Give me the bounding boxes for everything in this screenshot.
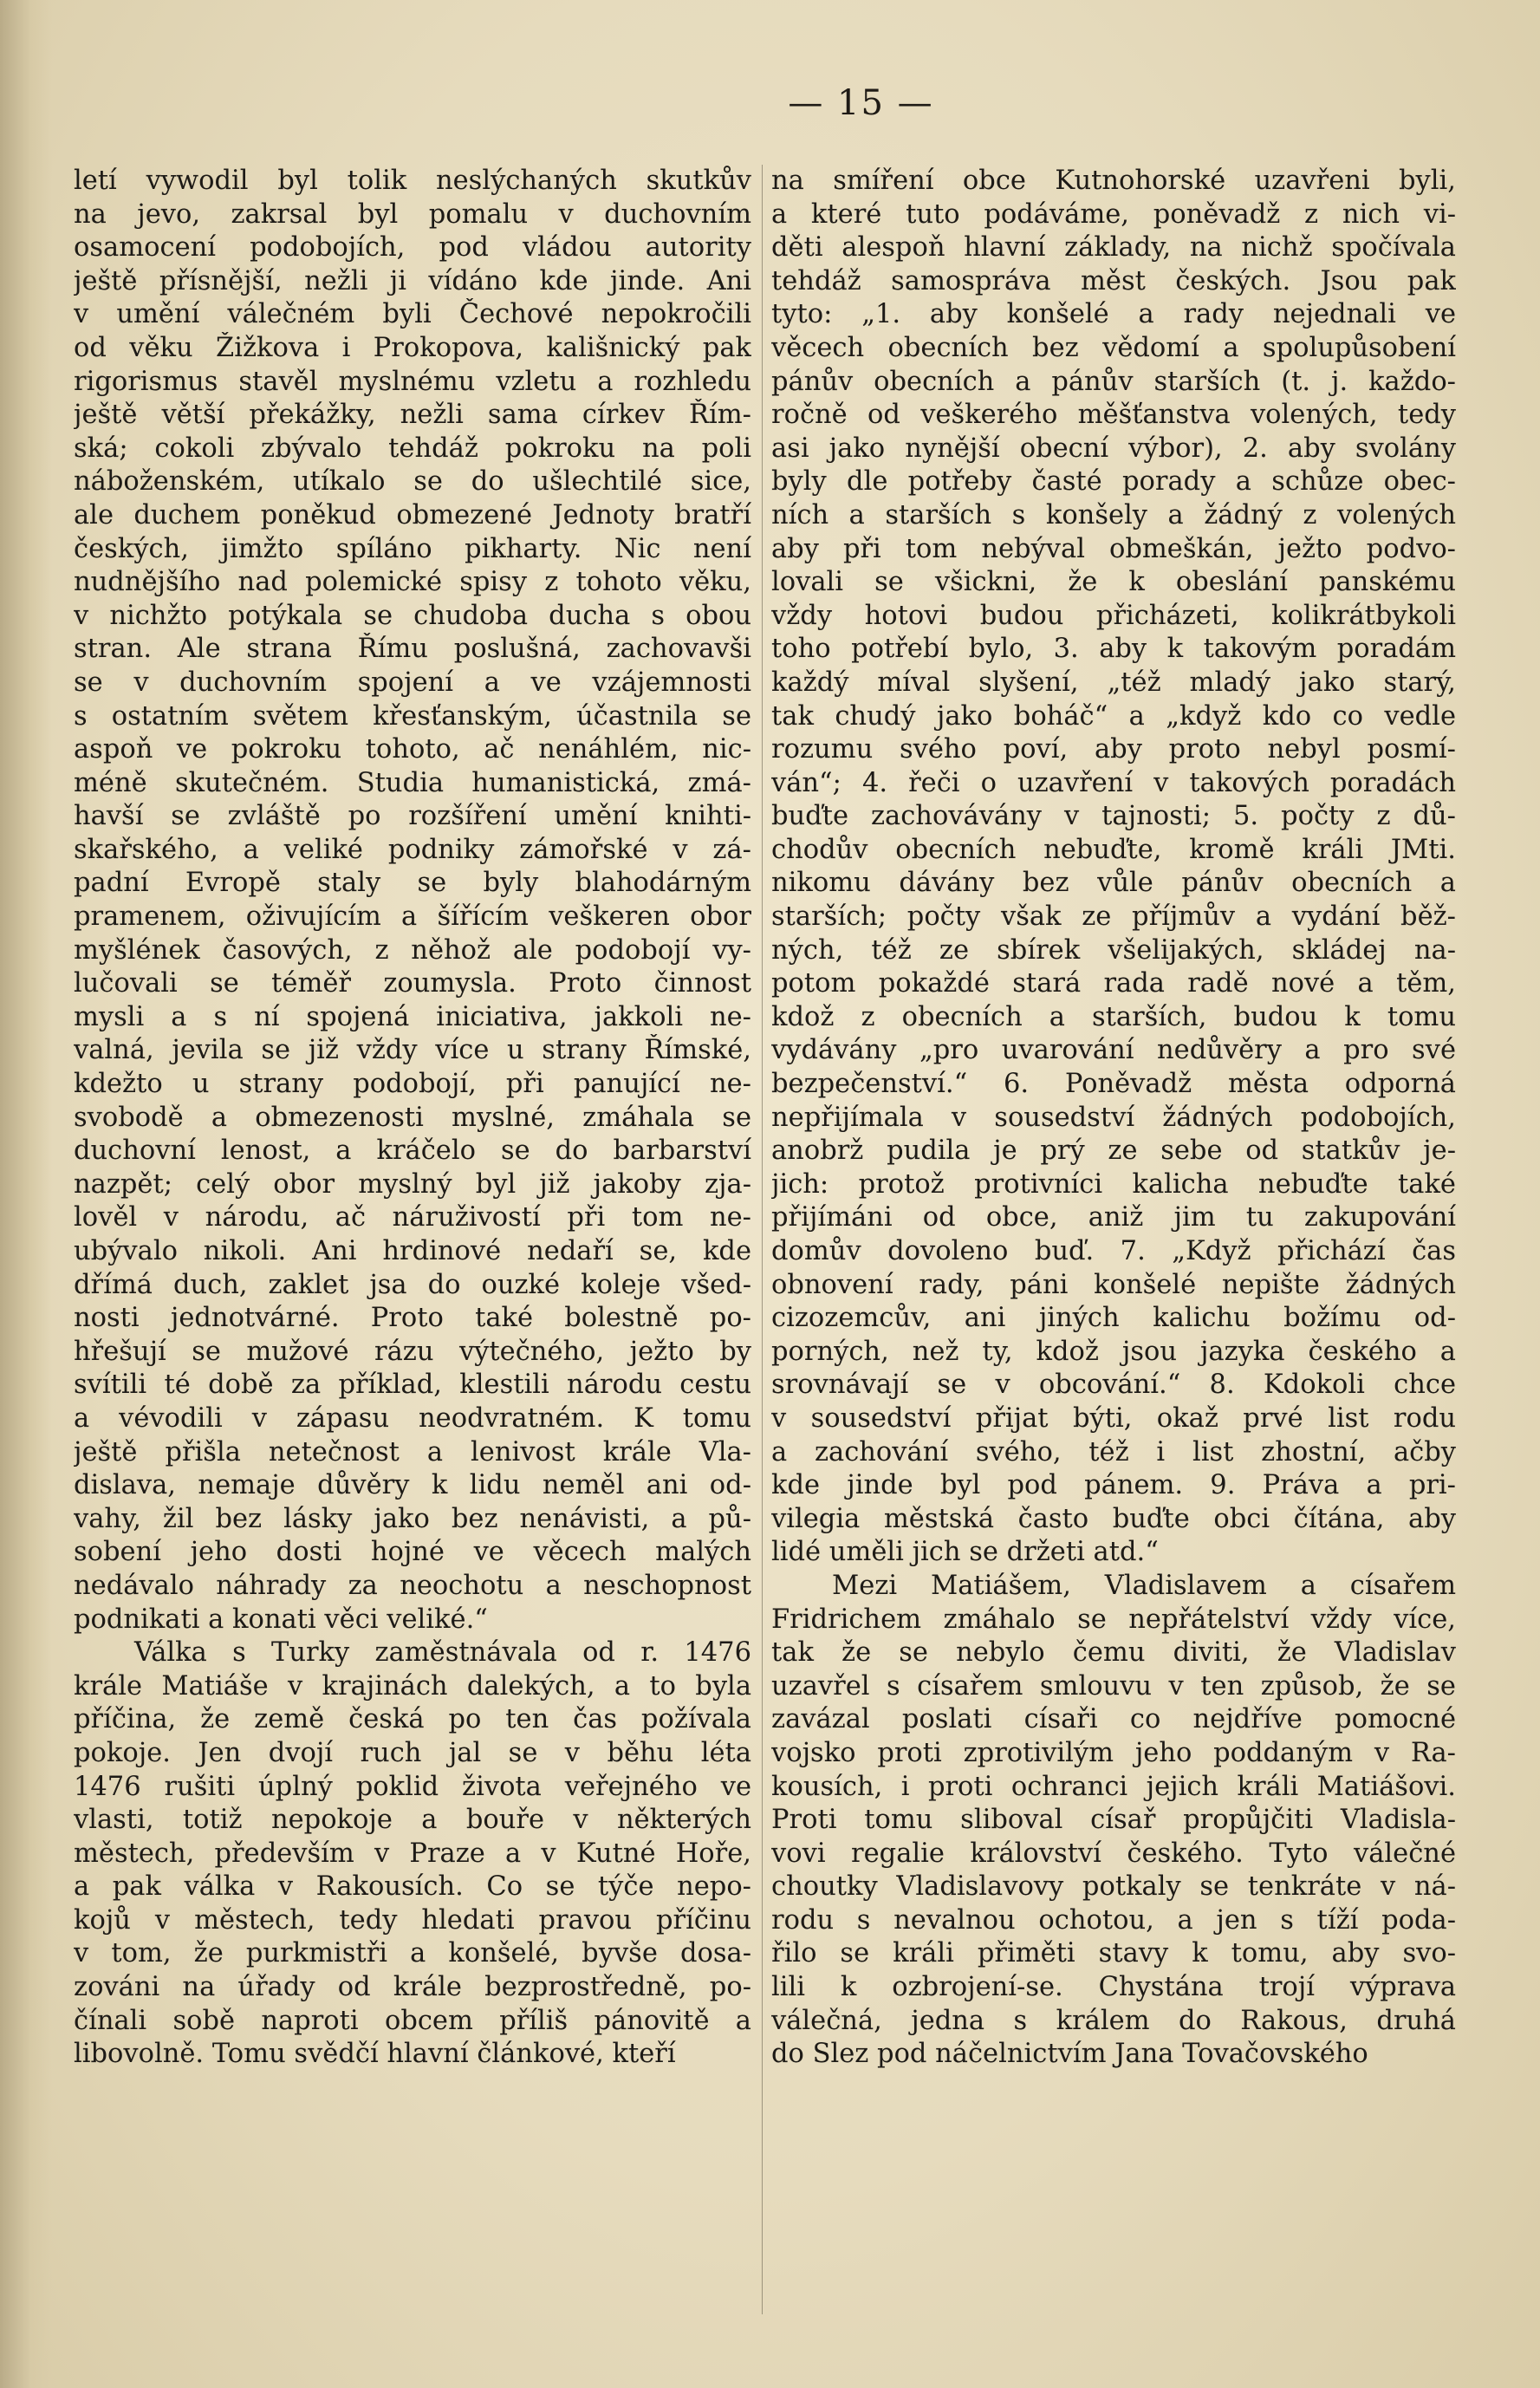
text-line: kojů v městech, tedy hledati pravou příčinu <box>74 1904 751 1936</box>
text-line: ných, též ze sbírek všelijakých, skládej na- <box>771 934 1456 966</box>
text-line: nepřijímala v sousedství žádných podobojích, <box>771 1102 1456 1133</box>
text-line: skařského, a veliké podniky zámořské v zá- <box>74 834 751 865</box>
text-line: na smíření obce Kutnohorské uzavřeni byli, <box>771 166 1456 196</box>
text-line: řilo se králi přiměti stavy k tomu, aby svo- <box>771 1938 1456 1969</box>
text-line: ních a starších s konšely a žádný z volených <box>771 499 1456 530</box>
text-line: padní Evropě staly se byly blahodárným <box>74 868 751 899</box>
text-line: tehdáž samospráva měst českých. Jsou pak <box>771 265 1456 296</box>
text-line: nikomu dávány bez vůle pánův obecních a <box>771 868 1456 899</box>
text-line: uzavřel s císařem smlouvu v ten způsob, že se <box>771 1670 1456 1702</box>
text-line: krále Matiáše v krajinách dalekých, a to byla <box>74 1670 751 1702</box>
text-line: v umění válečném byli Čechové nepokročili <box>74 299 751 330</box>
text-line: havší se zvláště po rozšíření umění knihti- <box>74 801 751 832</box>
text-line: zováni na úřady od krále bezprostředně, po- <box>74 1972 751 2003</box>
text-line: tak že se nebylo čemu diviti, že Vladislav <box>771 1637 1456 1669</box>
text-line: dřímá duch, zaklet jsa do ouzké koleje všed- <box>74 1269 751 1300</box>
text-line: ván“; 4. řeči o uzavření v takových poradách <box>771 767 1456 798</box>
text-line: vojsko proti zprotivilým jeho poddaným v Ra- <box>771 1737 1456 1768</box>
text-line: nosti jednotvárné. Proto také bolestně po- <box>74 1303 751 1334</box>
text-line: a které tuto podáváme, poněvadž z nich vi- <box>771 198 1456 230</box>
text-line: ská; cokoli zbývalo tehdáž pokroku na poli <box>74 433 751 464</box>
page-number: — 15 — <box>788 83 934 123</box>
text-line: ještě přísnější, nežli ji vídáno kde jinde. Ani <box>74 265 751 296</box>
text-line: kdežto u strany podobojí, při panující ne- <box>74 1069 751 1100</box>
text-line: od věku Žižkova i Prokopova, kališnický pak <box>74 332 751 363</box>
text-line: mysli a s ní spojená iniciativa, jakkoli ne- <box>74 1001 751 1032</box>
right-text-column <box>771 165 1456 2072</box>
text-line: valná, jevila se již vždy více u strany Římské, <box>74 1035 751 1066</box>
text-line: vydávány „pro uvarování nedůvěry a pro své <box>771 1035 1456 1066</box>
text-line: vahy, žil bez lásky jako bez nenávisti, a pů- <box>74 1503 751 1534</box>
text-line: vlasti, totiž nepokoje a bouře v některých <box>74 1805 751 1836</box>
text-line: porných, než ty, kdož jsou jazyka českého a <box>771 1336 1456 1367</box>
text-line: každý míval slyšení, „též mladý jako starý, <box>771 667 1456 698</box>
text-line: bezpečenství.“ 6. Poněvadž města odporná <box>771 1069 1456 1100</box>
text-line: vždy hotovi budou přicházeti, kolikrátbykoli <box>771 600 1456 631</box>
text-line: pánův obecních a pánův starších (t. j. každo- <box>771 366 1456 397</box>
text-line: stran. Ale strana Římu poslušná, zachovavši <box>74 634 751 665</box>
text-line: vilegia městská často buďte obci čítána, aby <box>771 1503 1456 1534</box>
text-line: pokoje. Jen dvojí ruch jal se v běhu léta <box>74 1737 751 1768</box>
text-line: duchovní lenost, a kráčelo se do barbarství <box>74 1135 751 1167</box>
text-line: čínali sobě naproti obcem příliš pánovitě a <box>74 2005 751 2036</box>
text-line: se v duchovním spojení a ve vzájemnosti <box>74 667 751 698</box>
text-line: městech, především v Praze a v Kutné Hoře, <box>74 1838 751 1869</box>
text-line: osamocení podobojích, pod vládou autority <box>74 232 751 264</box>
text-line: kdož z obecních a starších, budou k tomu <box>771 1001 1456 1032</box>
text-line: ubývalo nikoli. Ani hrdinové nedaří se, kde <box>74 1236 751 1266</box>
column-divider <box>762 165 763 2314</box>
text-line: nazpět; celý obor myslný byl již jakoby zja- <box>74 1168 751 1200</box>
text-line: srovnávají se v obcování.“ 8. Kdokoli chce <box>771 1370 1456 1401</box>
text-line: děti alespoň hlavní základy, na nichž spočívala <box>771 232 1456 264</box>
text-line: Mezi Matiášem, Vladislavem a císařem <box>832 1570 1456 1601</box>
text-line: ještě větší překážky, nežli sama církev Řím- <box>74 400 751 431</box>
left-text-column <box>74 165 751 2072</box>
text-line: tak chudý jako boháč“ a „když kdo co vedle <box>771 700 1456 732</box>
text-line: zavázal poslati císaři co nejdříve pomocné <box>771 1704 1456 1735</box>
text-line: Fridrichem zmáhalo se nepřátelství vždy více, <box>771 1604 1456 1635</box>
text-line: podnikati a konati věci veliké.“ <box>74 1604 488 1635</box>
text-line: dislava, nemaje důvěry k lidu neměl ani od- <box>74 1470 751 1501</box>
text-line: lovali se všickni, že k obeslání panskému <box>771 567 1456 598</box>
text-line: ročně od veškerého měšťanstva volených, tedy <box>771 400 1456 431</box>
text-line: svobodě a obmezenosti myslné, zmáhala se <box>74 1102 751 1133</box>
text-line: ale duchem poněkud obmezené Jednoty bratří <box>74 499 751 530</box>
text-line: kde jinde byl pod pánem. 9. Práva a pri- <box>771 1470 1456 1501</box>
text-line: lidé uměli jich se držeti atd.“ <box>771 1537 1159 1568</box>
text-line: nudnějšího nad polemické spisy z tohoto věku, <box>74 567 751 598</box>
text-line: svítili té době za příklad, klestili národu cestu <box>74 1370 751 1401</box>
text-line: asi jako nynější obecní výbor), 2. aby svolány <box>771 433 1456 464</box>
text-line: aby při tom nebýval obmeškán, ježto podvo- <box>771 533 1456 564</box>
text-line: choutky Vladislavovy potkaly se tenkráte v ná- <box>771 1871 1456 1903</box>
text-line: na jevo, zakrsal byl pomalu v duchovním <box>74 198 751 230</box>
text-line: rigorismus stavěl myslnému vzletu a rozhledu <box>74 366 751 397</box>
text-line: rozumu svého poví, aby proto nebyl posmí- <box>771 734 1456 765</box>
text-line: méně skutečném. Studia humanistická, zmá- <box>74 767 751 798</box>
text-line: 1476 rušiti úplný poklid života veřejného ve <box>74 1771 751 1802</box>
text-line: tyto: „1. aby konšelé a rady nejednali ve <box>771 299 1456 330</box>
page-binding-shadow <box>0 0 52 2388</box>
text-line: chodův obecních nebuďte, kromě králi JMti. <box>771 834 1456 865</box>
text-line: přijímáni od obce, aniž jim tu zakupování <box>771 1202 1456 1233</box>
text-line: v nichžto potýkala se chudoba ducha s obou <box>74 600 751 631</box>
text-line: libovolně. Tomu svědčí hlavní článkové, kteří <box>74 2039 676 2070</box>
text-line: rodu s nevalnou ochotou, a jen s tíží poda- <box>771 1904 1456 1936</box>
text-line: jich: protož protivníci kalicha nebuďte také <box>771 1168 1456 1200</box>
text-line: a vévodili v zápasu neodvratném. K tomu <box>74 1402 751 1434</box>
text-line: ještě přišla netečnost a lenivost krále Vla- <box>74 1436 751 1467</box>
text-line: v tom, že purkmistři a konšelé, byvše dosa- <box>74 1938 751 1969</box>
text-line: aspoň ve pokroku tohoto, ač nenáhlém, nic- <box>74 734 751 765</box>
text-line: náboženském, utíkalo se do ušlechtilé sice, <box>74 466 751 498</box>
text-line: domův dovoleno buď. 7. „Když přichází čas <box>771 1236 1456 1266</box>
text-line: byly dle potřeby časté porady a schůze obec- <box>771 466 1456 498</box>
text-line: obnovení rady, páni konšelé nepište žádných <box>771 1269 1456 1300</box>
text-line: českých, jimžto spíláno pikharty. Nic není <box>74 533 751 564</box>
text-line: starších; počty však ze příjmův a vydání běž- <box>771 901 1456 933</box>
text-line: a zachování svého, též i list zhostní, ačby <box>771 1436 1456 1467</box>
text-line: letí vywodil byl tolik neslýchaných skutkův <box>74 166 751 196</box>
text-line: věcech obecních bez vědomí a spolupůsobení <box>771 332 1456 363</box>
text-line: lučovali se téměř zoumysla. Proto činnost <box>74 968 751 999</box>
text-line: válečná, jedna s králem do Rakous, druhá <box>771 2005 1456 2036</box>
text-line: lověl v národu, ač náruživostí při tom ne- <box>74 1202 751 1233</box>
text-line: hřešují se mužové rázu výtečného, ježto by <box>74 1336 751 1367</box>
text-line: nedávalo náhrady za neochotu a neschopnost <box>74 1570 751 1601</box>
text-line: sobení jeho dosti hojné ve věcech malých <box>74 1537 751 1568</box>
text-line: lili k ozbrojení-se. Chystána trojí výprava <box>771 1972 1456 2003</box>
text-line: cizozemcův, ani jiných kalichu božímu od- <box>771 1303 1456 1334</box>
text-line: myšlének časových, z něhož ale podobojí vy- <box>74 934 751 966</box>
text-line: příčina, že země česká po ten čas požívala <box>74 1704 751 1735</box>
text-line: vovi regalie království českého. Tyto válečné <box>771 1838 1456 1869</box>
text-line: Válka s Turky zaměstnávala od r. 1476 <box>134 1637 751 1669</box>
text-line: buďte zachovávány v tajnosti; 5. počty z dů- <box>771 801 1456 832</box>
text-line: potom pokaždé stará rada radě nové a těm, <box>771 968 1456 999</box>
text-line: v sousedství přijat býti, okaž prvé list rodu <box>771 1402 1456 1434</box>
text-line: a pak válka v Rakousích. Co se týče nepo- <box>74 1871 751 1903</box>
text-line: pramenem, oživujícím a šířícím veškeren obor <box>74 901 751 933</box>
text-line: toho potřebí bylo, 3. aby k takovým poradám <box>771 634 1456 665</box>
text-line: s ostatním světem křesťanským, účastnila se <box>74 700 751 732</box>
text-line: do Slez pod náčelnictvím Jana Tovačovského <box>771 2039 1368 2070</box>
text-line: Proti tomu sliboval císař propůjčiti Vladisla- <box>771 1805 1456 1836</box>
text-line: kousích, i proti ochranci jejich králi Matiášovi. <box>771 1771 1456 1802</box>
text-line: anobrž pudila je prý ze sebe od statkův je- <box>771 1135 1456 1167</box>
